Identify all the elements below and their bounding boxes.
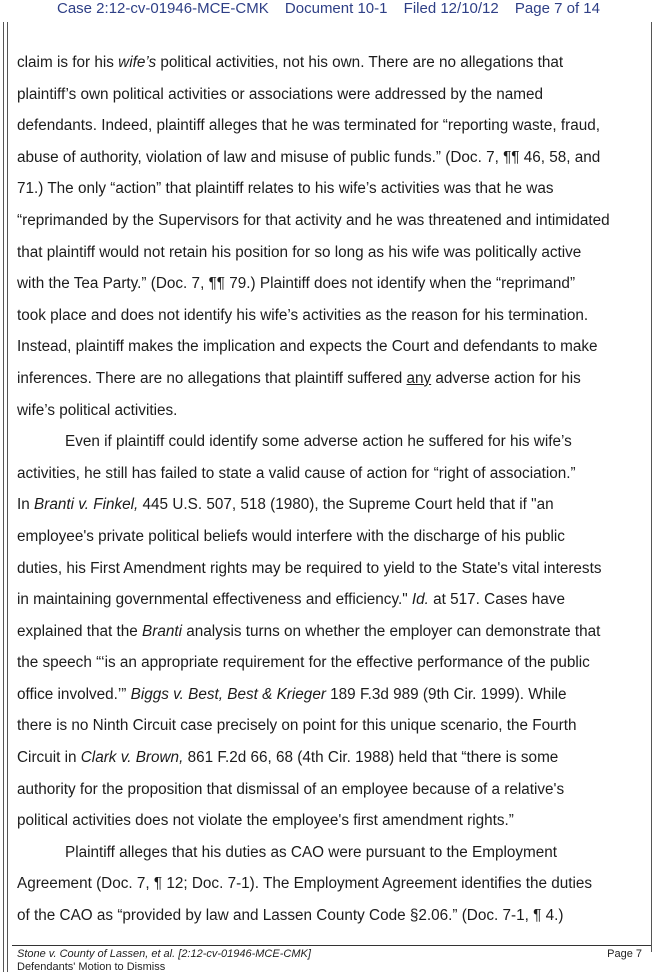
footer-page-number: Page 7 [607,948,642,960]
paragraph-1 [17,47,649,426]
italic-citation: Id. [411,591,429,609]
text-line [17,710,649,742]
text-line [17,142,649,174]
text-line [17,47,649,79]
text-run: office involved.’” [17,685,131,703]
italic-citation: Branti [142,622,182,640]
text-run: 861 F.2d 66, 68 (4th Cir. 1988) held that “there is some [183,749,559,767]
footer-divider [12,945,651,946]
text-run: of the CAO as “provided by law and Lassen County Code §2.06.” (Doc. 7-1, ¶ 4.) [17,907,564,925]
text-run: there is no Ninth Circuit case precisely on point for this unique scenario, the Fourth [17,717,577,735]
text-run: Circuit in [17,749,81,767]
document-number: Document 10-1 [284,0,388,17]
footer-caption-line [17,948,642,961]
text-line [17,110,649,142]
text-run: in maintaining governmental effectiveness and efficiency." [17,591,412,609]
case-number: Case 2:12-cv-01946-MCE-CMK [57,0,269,17]
page-of-total: Page 7 of 14 [514,0,600,17]
filed-date: Filed 12/10/12 [403,0,499,17]
italic-citation: Biggs v. Best, Best & Krieger [130,685,326,703]
text-line [17,900,649,932]
text-line [17,300,649,332]
text-run: 189 F.3d 989 (9th Cir. 1999). While [325,685,567,703]
ecf-filing-header [0,0,657,22]
text-run: analysis turns on whether the employer can demonstrate that [182,622,601,640]
text-line [17,584,649,616]
text-run: “reprimanded by the Supervisors for that activity and he was threatened and intimidated [17,211,610,229]
text-run: authority for the proposition that dismissal of an employee because of a relative's [17,780,565,798]
text-run: abuse of authority, violation of law and misuse of public funds.” (Doc. 7, ¶¶ 46, 58, and [17,148,601,166]
text-line [17,363,649,395]
text-line [17,331,649,363]
text-run: defendants. Indeed, plaintiff alleges that he was terminated for “reporting waste, fraud, [17,117,601,135]
text-line [17,395,649,427]
text-line [17,868,649,900]
text-run: adverse action for his [431,369,581,387]
text-run: Plaintiff alleges that his duties as CAO were pursuant to the Employment [65,843,558,861]
text-line [17,79,649,111]
text-run: wife’s political activities. [17,401,178,419]
paragraph-2 [17,426,649,837]
italic-citation: wife’s [118,54,157,71]
text-run: explained that the [17,622,143,640]
text-run: political activities does not violate the employee's first amendment rights.” [17,812,514,830]
text-line [17,426,649,458]
pleading-rule-right [651,22,652,952]
paragraph-3 [17,837,649,932]
pleading-rule-left-inner [7,22,8,972]
text-line [17,647,649,679]
text-run: Instead, plaintiff makes the implication and expects the Court and defendants to make [17,338,598,356]
text-run: activities, he still has failed to state a valid cause of action for “right of association.” [17,464,576,482]
text-run: with the Tea Party.” (Doc. 7, ¶¶ 79.) Plaintiff does not identify when the “reprimand” [17,275,576,293]
text-run: claim is for his [17,54,119,71]
text-line [17,553,649,585]
text-line [17,521,649,553]
text-run: Agreement (Doc. 7, ¶ 12; Doc. 7-1). The Employment Agreement identifies the duties [17,875,593,893]
underlined-word: any [406,369,432,387]
text-line [17,742,649,774]
text-line [17,237,649,269]
page-footer [17,948,642,974]
text-run: duties, his First Amendment rights may be required to yield to the State's vital interests [17,559,602,577]
text-run: at 517. Cases have [428,591,565,609]
text-line [17,489,649,521]
text-run: 71.) The only “action” that plaintiff relates to his wife’s activities was that he was [17,180,554,198]
text-line [17,679,649,711]
footer-case-number: [2:12-cv-01946-MCE-CMK] [175,948,311,960]
text-run: inferences. There are no allegations that plaintiff suffered [17,369,407,387]
text-line [17,805,649,837]
text-run: that plaintiff would not retain his position for so long as his wife was politically active [17,243,582,261]
document-body [17,47,649,932]
text-run: took place and does not identify his wife’s activities as the reason for his termination. [17,306,589,324]
text-line [17,268,649,300]
footer-document-title: Defendants' Motion to Dismiss [17,961,166,973]
italic-citation: Branti v. Finkel, [34,496,139,514]
text-line [17,616,649,648]
pleading-rule-left-outer [3,22,4,972]
text-run: In [17,496,35,514]
text-line [17,458,649,490]
text-line [17,774,649,806]
text-run: employee's private political beliefs would interfere with the discharge of his public [17,527,565,545]
text-run: Even if plaintiff could identify some adverse action he suffered for his wife’s [65,433,572,451]
text-line [17,173,649,205]
footer-case-caption: Stone v. County of Lassen, et al. [17,948,176,960]
italic-citation: Clark v. Brown, [80,749,184,767]
text-run: plaintiff’s own political activities or associations were addressed by the named [17,85,544,103]
text-line [17,837,649,869]
text-line [17,205,649,237]
text-run: 445 U.S. 507, 518 (1980), the Supreme Court held that if "an [138,496,554,514]
text-run: the speech “‘is an appropriate requirement for the effective performance of the public [17,654,590,672]
text-run: political activities, not his own. There are no allegations that [156,54,564,71]
